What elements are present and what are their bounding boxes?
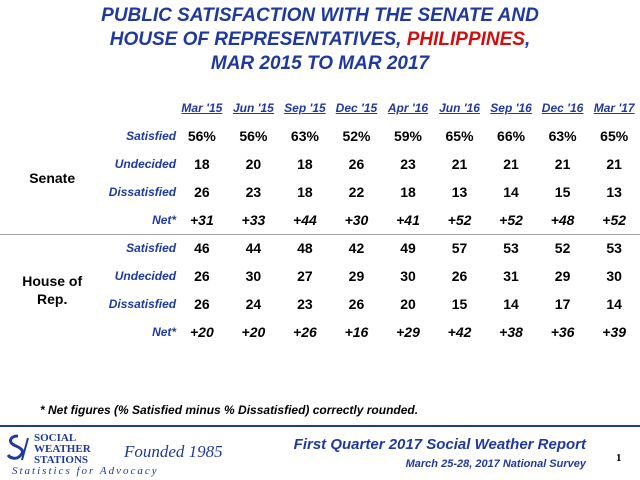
title-highlight: PHILIPPINES <box>406 29 525 50</box>
table-cell: 22 <box>348 184 365 200</box>
table-cell: +20 <box>241 324 266 340</box>
table-cell: 21 <box>606 156 622 172</box>
period-header: Dec '16 <box>541 101 584 115</box>
table-cell: 23 <box>245 184 262 200</box>
header-spacer-label <box>104 94 176 122</box>
table-cell: 56% <box>187 128 216 144</box>
row-label: Undecided <box>114 157 177 171</box>
group-name-line-1: Senate <box>29 169 76 186</box>
table-row <box>0 234 640 262</box>
table-cell: 21 <box>554 156 571 172</box>
table-cell: +48 <box>550 211 575 228</box>
table-cell: 17 <box>554 296 571 312</box>
table-cell: 13 <box>606 184 622 200</box>
table-cell: 65% <box>445 128 474 144</box>
period-header: Mar '17 <box>593 101 635 115</box>
page-title <box>0 4 640 76</box>
report-title: First Quarter 2017 Social Weather Report <box>293 436 586 453</box>
table-cell: 63% <box>290 128 319 144</box>
table-cell: 24 <box>245 296 262 312</box>
title-line-3: MAR 2015 TO MAR 2017 <box>210 53 430 74</box>
table-cell: 59% <box>393 128 422 144</box>
table-cell: 31 <box>503 268 519 284</box>
table-cell: +16 <box>344 324 369 340</box>
table-cell: +26 <box>293 324 317 340</box>
table-cell: 63% <box>548 128 577 144</box>
table-cell: 26 <box>194 184 210 200</box>
table-cell: 56% <box>239 128 268 144</box>
period-header: Jun '15 <box>232 101 274 115</box>
table-cell: +20 <box>189 324 214 340</box>
table-cell: 21 <box>503 156 519 172</box>
table-cell: 48 <box>279 234 331 262</box>
table-cell: 23 <box>297 296 313 312</box>
table-cell: 20 <box>400 296 416 312</box>
period-header: Sep '15 <box>284 101 326 115</box>
logo-line-2: WEATHER <box>34 443 91 455</box>
table-cell: 21 <box>451 156 468 172</box>
table-cell: 66% <box>497 128 526 144</box>
title-line-2-start: HOUSE OF REPRESENTATIVES, <box>109 29 402 50</box>
table-cell: 30 <box>606 268 622 284</box>
table-cell: +38 <box>499 324 523 340</box>
title-line-1: PUBLIC SATISFACTION WITH THE SENATE AND <box>101 5 539 26</box>
survey-info: March 25-28, 2017 National Survey <box>405 458 586 470</box>
row-label: Dissatisfied <box>108 185 177 199</box>
table-cell: 26 <box>194 296 210 312</box>
table-cell: 26 <box>348 156 365 172</box>
title-line-2-end: , <box>524 29 531 50</box>
period-header: Mar '15 <box>181 101 223 115</box>
row-label: Net* <box>152 212 177 227</box>
table-cell: 14 <box>503 184 519 200</box>
logo-name <box>34 433 91 466</box>
header-spacer <box>0 94 104 122</box>
table-cell: +31 <box>189 211 214 228</box>
group-label-house <box>0 234 104 346</box>
table-cell: 20 <box>245 156 262 172</box>
table-cell: 30 <box>400 268 416 284</box>
footer-divider <box>0 425 640 427</box>
group-name-line-1: House of <box>22 273 83 290</box>
table-cell: +36 <box>550 324 575 340</box>
period-header: Sep '16 <box>490 101 532 115</box>
table-cell: 15 <box>554 184 571 200</box>
table-cell: +33 <box>241 211 266 228</box>
logo-tagline: Statistics for Advocacy <box>12 465 159 477</box>
table-cell: 57 <box>434 234 486 262</box>
table-cell: 65% <box>600 128 629 144</box>
table-cell: 30 <box>245 268 262 284</box>
table-cell: 49 <box>382 234 434 262</box>
table-cell: +39 <box>602 324 627 340</box>
table-cell: 18 <box>297 156 313 172</box>
table-cell: 26 <box>348 296 365 312</box>
row-label: Net* <box>152 325 177 339</box>
row-label: Satisfied <box>104 234 176 262</box>
table-cell: 53 <box>588 234 640 262</box>
row-label: Dissatisfied <box>108 297 177 311</box>
title-line-2 <box>0 28 640 52</box>
table-cell: +41 <box>396 211 420 228</box>
row-label: Satisfied <box>126 129 177 143</box>
satisfaction-table <box>0 94 640 346</box>
group-label-senate <box>0 122 104 234</box>
period-header: Dec '15 <box>335 101 378 115</box>
table-cell: 26 <box>451 268 468 284</box>
table-cell: +29 <box>396 324 420 340</box>
table-cell: 15 <box>451 296 468 312</box>
table-cell: 53 <box>485 234 537 262</box>
table-cell: +44 <box>293 211 317 228</box>
row-label: Undecided <box>114 269 177 283</box>
table-cell: 52 <box>537 234 589 262</box>
table-cell: +52 <box>499 211 523 228</box>
period-header-row <box>0 94 640 122</box>
page-number: 1 <box>616 452 622 464</box>
table-cell: 23 <box>400 156 416 172</box>
sws-logo <box>6 432 266 478</box>
table-cell: 42 <box>331 234 383 262</box>
table-cell: +30 <box>344 211 369 228</box>
sws-logo-icon <box>6 434 30 462</box>
table-row <box>0 122 640 150</box>
period-header: Jun '16 <box>439 101 480 115</box>
logo-line-1: SOCIAL <box>34 432 77 444</box>
table-cell: 46 <box>176 234 228 262</box>
table-cell: +52 <box>602 211 627 228</box>
table-cell: 44 <box>228 234 280 262</box>
table-cell: 52% <box>342 128 371 144</box>
table-cell: 18 <box>297 184 313 200</box>
logo-line-3: STATIONS <box>34 454 89 466</box>
period-header: Apr '16 <box>387 101 429 115</box>
table-cell: 13 <box>451 184 468 200</box>
table-cell: 27 <box>297 268 313 284</box>
logo-founded: Founded 1985 <box>124 442 223 461</box>
group-name-line-2: Rep. <box>37 291 68 308</box>
table-cell: 29 <box>348 268 365 284</box>
footnote: * Net figures (% Satisfied minus % Dissatisfied) correctly rounded. <box>40 403 419 417</box>
table-cell: +52 <box>447 211 472 228</box>
table-cell: 18 <box>400 184 416 200</box>
table-cell: 26 <box>194 268 210 284</box>
table-cell: 14 <box>606 296 622 312</box>
table-cell: 14 <box>503 296 519 312</box>
table-cell: +42 <box>447 324 472 340</box>
table-cell: 18 <box>194 156 210 172</box>
table-cell: 29 <box>554 268 571 284</box>
